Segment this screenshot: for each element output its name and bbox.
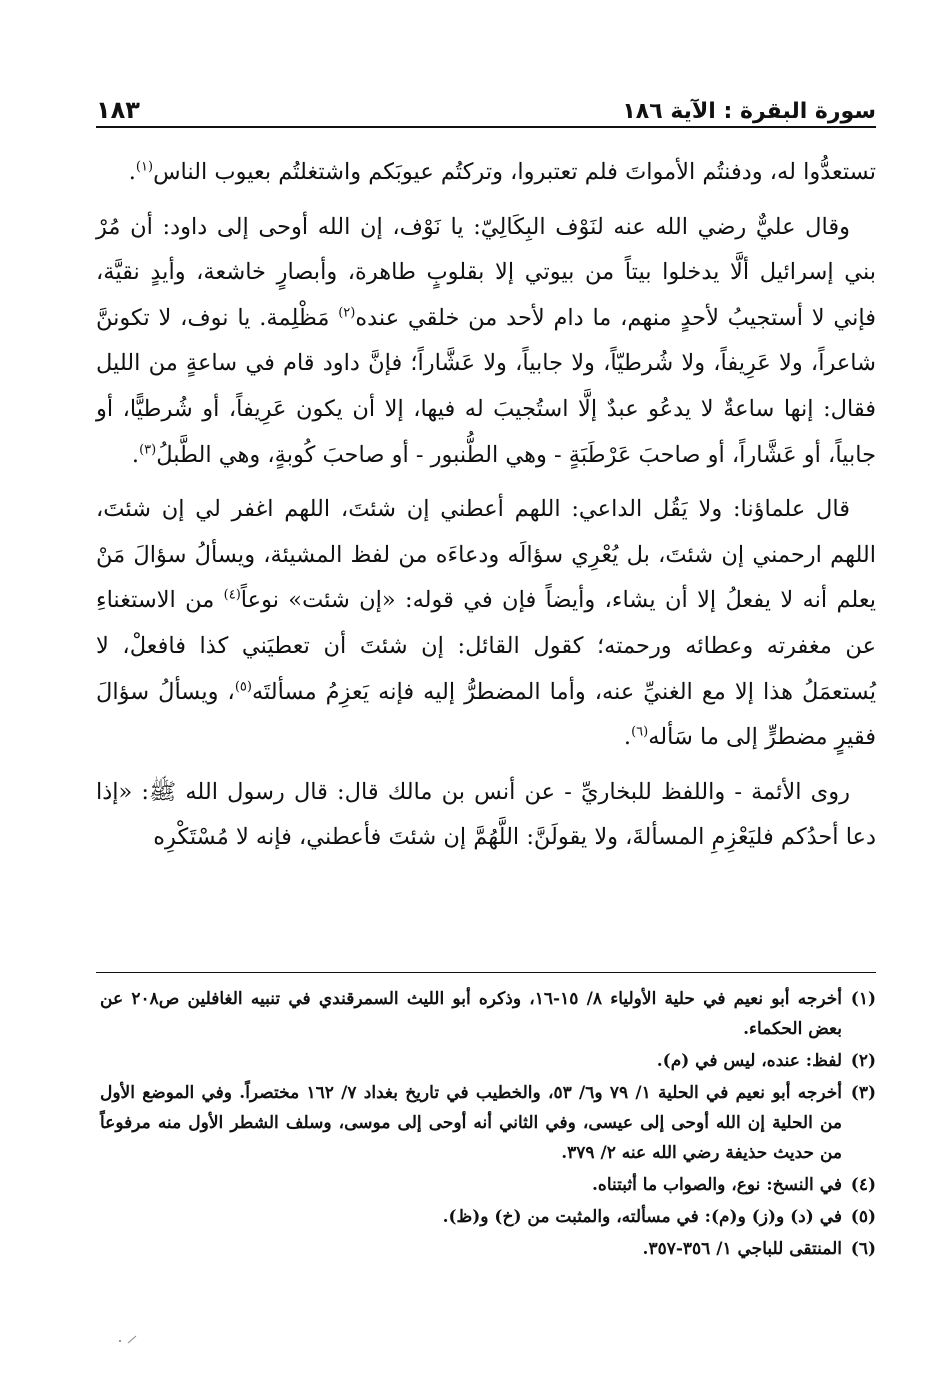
paragraph-3-part1: قال علماؤنا: ولا يَقُل الداعي: اللهم أعطني إن شئتَ، اللهم اغفر لي إن شئتَ، اللهم ارحمني إن شئتَ، بل يُعْرِي سؤالَه ودعاءَه من لفظ المشيئة، ويسألُ سؤالَ مَنْ يعلم أنه لا يفعلُ إلا أن يشاء، وأيضاً فإن في قوله: «إن شئت» نوعاً [96, 496, 876, 614]
paragraph-1 [96, 150, 876, 196]
footnote-item [100, 1046, 876, 1076]
paragraph-2-part2: مَظْلِمة. يا نوف، لا تكوننَّ شاعراً، ولا عَرِيفاً، ولا شُرطيّاً، ولا جابياً، ولا عَشَّاراً؛ فإنَّ داود قام في ساعةٍ من الليل فقال: إنها ساعةٌ لا يدعُو عبدٌ إلَّا استُجيبَ له فيها، إلا أن يكون عَرِيفاً، أو شُرطيًّا، أو جابياً، أو عَشَّاراً، أو صاحبَ عَرْطَبَةٍ - وهي الطُّنبور - أو صاحبَ كُوبةٍ، وهي الطَّبلُ [96, 304, 876, 468]
paragraph-4 [96, 770, 876, 861]
main-text [96, 150, 876, 870]
footnote-ref-6: (٦) [631, 724, 649, 740]
paragraph-3 [96, 487, 876, 761]
footnote-number: (٣) [850, 1083, 876, 1103]
footnote-number: (١) [850, 989, 876, 1009]
paragraph-1-text: تستعدُّوا له، ودفنتُم الأمواتَ فلم تعتبروا، وتركتُم عيوبَكم واشتغلتُم بعيوب الناس [153, 159, 876, 185]
footnote-text: لفظ: عنده، ليس في (م). [656, 1051, 842, 1071]
footnote-number: (٥) [850, 1207, 876, 1227]
footnote-ref-1: (١) [135, 159, 154, 175]
paragraph-3-tail: . [623, 724, 632, 751]
footnote-text: المنتقى للباجي ١/ ٣٥٦-٣٥٧. [642, 1239, 842, 1259]
running-head: سورة البقرة : الآية ١٨٦ [622, 99, 876, 124]
footnote-item [100, 1234, 876, 1264]
page-header [96, 84, 876, 124]
footnote-text: أخرجه أبو نعيم في الحلية ١/ ٧٩ و٦/ ٥٣، والخطيب في تاريخ بغداد ٧/ ١٦٢ مختصراً. وفي الموضع الأول من الحلية إن الله أوحى إلى عيسى، وفي الثاني أنه أوحى إلى موسى، وسلف الشطر الأول منه مرفوعاً من حديث حذيفة رضي الله عنه ٢/ ٣٧٩. [100, 1083, 842, 1163]
footnote-ref-5: (٥) [234, 679, 252, 695]
footnote-item [100, 1078, 876, 1168]
paragraph-3-part2: من الاستغناءِ عن مغفرته وعطائه ورحمته؛ كقول القائل: إن شئتَ أن تعطيَني كذا فافعلْ، لا يُستعمَلُ هذا إلا مع الغنيِّ عنه، وأما المضطرُّ إليه فإنه يَعزِمُ مسألتَه [96, 587, 876, 705]
footnote-text: في النسخ: نوع، والصواب ما أثبتناه. [592, 1175, 842, 1195]
page-number: ١٨٣ [96, 96, 140, 124]
footnote-text: في (د) و(ز) و(م): في مسألته، والمثبت من (خ) و(ظ). [442, 1207, 842, 1227]
footnote-item [100, 1202, 876, 1232]
scan-speck-mark [116, 1332, 144, 1346]
footnotes [100, 984, 876, 1266]
footnote-number: (٢) [850, 1051, 876, 1071]
footnote-ref-4: (٤) [223, 587, 241, 603]
paragraph-2 [96, 205, 876, 479]
footnote-ref-2: (٢) [338, 305, 356, 321]
footnote-text: أخرجه أبو نعيم في حلية الأولياء ٨/ ١٥-١٦، وذكره أبو الليث السمرقندي في تنبيه الغافلين ص٢٠٨ عن بعض الحكماء. [100, 989, 842, 1039]
header-rule [96, 126, 876, 128]
footnote-item [100, 1170, 876, 1200]
footnote-number: (٤) [850, 1175, 876, 1195]
footnote-item [100, 984, 876, 1044]
paragraph-2-part1: وقال عليٌّ رضي الله عنه لنَوْف البِكَالِيّ: يا نَوْف، إن الله أوحى إلى داود: أن مُرْ بني إسرائيل ألَّا يدخلوا بيتاً من بيوتي إلا بقلوبٍ طاهرة، وأبصارٍ خاشعة، وأيدٍ نقيَّة، فإني لا أستجيبُ لأحدٍ منهم، ما دام لأحد من خلقي عنده [96, 213, 876, 331]
footnote-number: (٦) [850, 1239, 876, 1259]
paragraph-1-tail: . [128, 159, 136, 185]
paragraph-3-part3: ، ويسألُ سؤالَ فقيرٍ مضطرٍّ إلى ما سَأله [96, 678, 876, 751]
footnote-rule [96, 972, 876, 973]
paragraph-2-tail: . [131, 441, 140, 468]
footnote-ref-3: (٣) [139, 442, 157, 458]
paragraph-4-text: روى الأئمة - واللفظ للبخاريِّ - عن أنس بن مالك قال: قال رسول الله ﷺ: «إذا دعا أحدُكم فليَعْزِمِ المسألةَ، ولا يقولَنَّ: اللَّهُمَّ إن شئتَ فأعطني، فإنه لا مُسْتَكْرِه [96, 778, 876, 851]
